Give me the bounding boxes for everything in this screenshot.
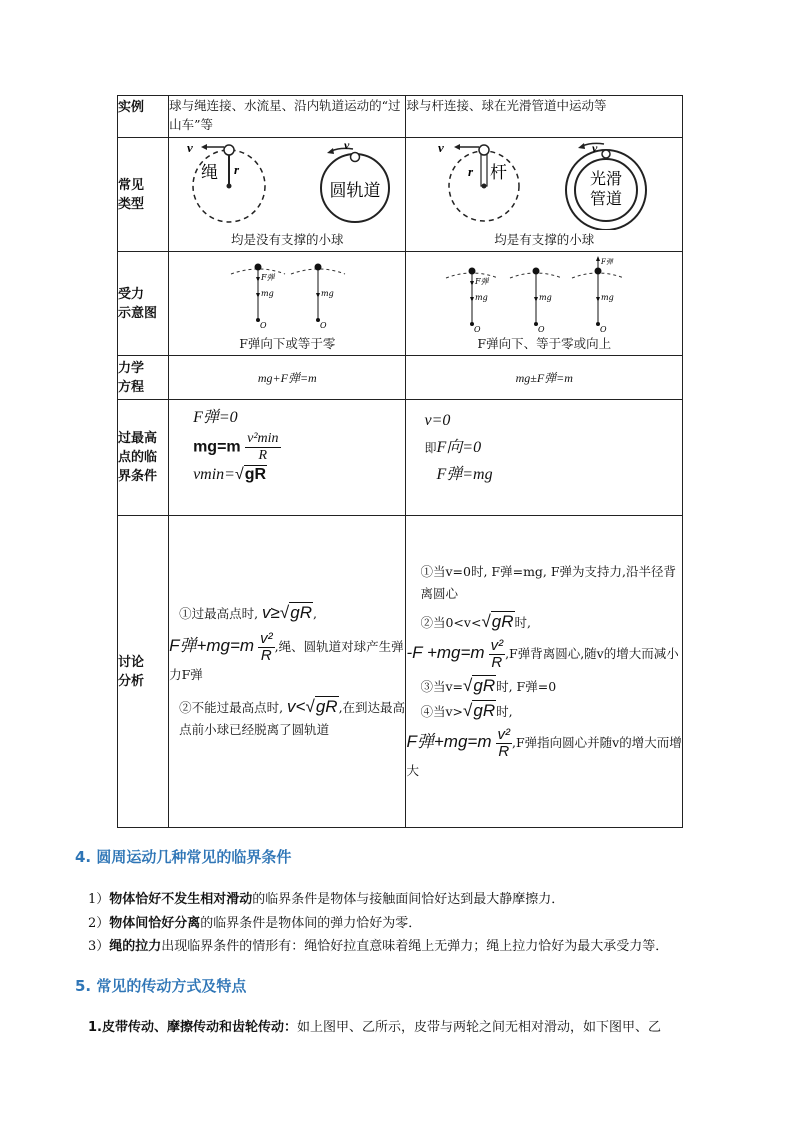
velocity-label: v [438,141,445,155]
rope-example: 球与绳连接、水流星、沿内轨道运动的“过山车”等 [169,96,406,138]
rod-types-caption: 均是有支撑的小球 [494,231,595,247]
track-label: 圆轨道 [329,180,381,201]
row-label: 实例 [118,96,169,138]
rod-discussion-d-post-text: ,F弹指向圆心并随v的增大而增大 [406,735,682,778]
row-equation [118,356,683,400]
rod-discussion-d-den: R [498,743,510,760]
row-types [118,138,683,252]
rod-discussion-a: ①当v=0时, F弹=mg, F弹为支持力,沿半径背离圆心 [420,564,677,601]
rod-discussion-b-root: gR [491,612,514,631]
center-label: O [320,320,327,330]
rod-force-caption: F弹向下、等于零或向上 [477,335,612,351]
rope-discussion-a-cond: v≥ [262,603,280,622]
tube-label-1: 光滑 [590,168,623,188]
section-4-item-2: 2）物体间恰好分离的临界条件是物体间的弹力恰好为零． [88,916,422,931]
radius-label: r [234,161,240,177]
section-5-heading: 5. 常见的传动方式及特点 [75,977,247,995]
spring-force-label: F弹 [475,276,490,286]
row-label: 过最高 点的临 界条件 [118,400,169,516]
rope-discussion-b-cond: v< [287,697,306,716]
rod-discussion-c-root: gR [473,676,496,695]
rope-critical-2-num: v²min [247,431,279,446]
rope-discussion-b-root: gR [315,697,338,716]
center-label: O [260,320,267,330]
rod-force-figure [406,256,681,334]
rod-critical [406,400,683,516]
circular-motion-table [117,95,683,828]
section-4-heading: 4. 圆周运动几种常见的临界条件 [75,848,292,866]
rope-force-caption: F弹向下或等于零 [239,335,336,351]
rod-discussion-d-num: v² [497,726,510,743]
center-label: O [474,324,482,334]
rod-discussion-b-num: v² [490,637,504,654]
rod-discussion-d-root: gR [473,701,496,720]
rod-types-cell [406,138,683,252]
radius-label: r [468,163,474,179]
rod-force-cell [406,252,683,356]
section-4-item-3: 3）绳的拉力出现临界条件的情形有：绳恰好拉直意味着绳上无弹力；绳上拉力恰好为最大承受力等． [88,939,669,954]
rope-equation: mg+F弹=m [169,356,406,400]
rod-discussion-d-eq: F弹+mg=m [406,732,492,751]
row-example [118,96,683,138]
gravity-label: mg [261,288,274,298]
rope-critical-3-lhs: vmin= [193,466,235,483]
rod-discussion-d-post: 时, [496,704,513,719]
velocity-label: v [592,141,598,155]
rope-discussion-a-num: v² [260,630,273,647]
gravity-label: mg [601,292,615,302]
rod-label: 杆 [490,162,508,183]
rope-discussion-a-den: R [260,647,272,664]
rod-discussion-b-pre: ②当0<v< [420,615,482,630]
rope-force-figure [169,256,405,334]
upward-force-label: F弹 [601,257,614,266]
row-label: 力学 方程 [118,356,169,400]
rope-discussion-a-post: ,绳、圆轨道对球产生弹力F弹 [169,639,404,682]
row-critical [118,400,683,516]
row-force [118,252,683,356]
velocity-label: v [344,141,350,152]
rope-discussion-b-post: ,在到达最高点前小球已经脱离了圆轨道 [179,700,406,737]
center-label: O [600,324,608,334]
rope-types-caption: 均是没有支撑的小球 [231,231,344,247]
rope-critical: F弹=0 mg=m $\frac{\text{v²min}}{R}$ vmin=√gR [169,400,406,516]
rod-critical-1: v=0 [424,412,451,429]
rod-discussion-b-eq: -F +mg=m [406,643,485,662]
rope-critical-3-root: gR [244,466,267,483]
rope-discussion-a-root: gR [290,603,312,622]
gravity-label: mg [475,292,489,302]
rope-types-figure [169,142,405,230]
rod-discussion-b-post-text: ,F弹背离圆心,随v的增大而减小 [505,646,679,661]
spring-force-label: F弹 [261,272,275,282]
section-4-item-1: 1）物体恰好不发生相对滑动的临界条件是物体与接触面间恰好达到最大静摩擦力． [88,892,565,907]
gravity-label: mg [321,288,334,298]
row-label: 常见 类型 [118,138,169,252]
rod-discussion: ①当v=0时, F弹=mg, F弹为支持力,沿半径背离圆心 ②当0<v<√gR时, -F +mg=m $\frac{\text{v²}}{R}$ ,F弹背离圆心,随v的增大而减小 ③当v=√gR时, F弹=0 ④当v>√gR时, F弹+mg=m $\frac{\text{v²}}{R}$ ,F弹指向圆心并随v的增大而增大 [406,516,683,828]
rod-critical-2: F向=0 [436,439,482,456]
row-discussion [118,516,683,828]
rope-discussion-b-pre: ②不能过最高点时, [179,700,284,715]
rod-equation: mg±F弹=m [406,356,683,400]
rod-discussion-c-post: 时, F弹=0 [496,679,557,694]
rope-discussion-a-pre: ①过最高点时, [179,606,259,621]
rope-critical-1: F弹=0 [193,409,238,426]
rod-critical-3: F弹=mg [436,466,493,483]
rod-example: 球与杆连接、球在光滑管道中运动等 [406,96,683,138]
row-label: 讨论 分析 [118,516,169,828]
rope-types-cell [169,138,406,252]
rope-critical-2-lhs: mg=m [193,438,241,456]
row-label: 受力 示意图 [118,252,169,356]
section-5-line: 1.皮带传动、摩擦传动和齿轮传动：如上图甲、乙所示，皮带与两轮之间无相对滑动，如下图甲、乙 [88,1020,661,1035]
tube-label-2: 管道 [590,188,623,208]
center-label: O [538,324,546,334]
rod-discussion-d-pre: ④当v> [420,704,464,719]
rope-discussion: ①过最高点时, v≥√gR, F弹+mg=m $\frac{\text{v²}}{R}$ ,绳、圆轨道对球产生弹力F弹 ②不能过最高点时, v<√gR,在到达最高点前小球已经脱离了圆轨道 [169,516,406,828]
gravity-label: mg [539,292,553,302]
rope-label: 绳 [201,162,219,183]
rope-force-cell [169,252,406,356]
rod-discussion-b-den: R [491,654,503,671]
rod-types-figure [406,142,681,230]
velocity-label: v [187,141,193,155]
rope-critical-2-den: R [258,448,268,463]
rod-discussion-c-pre: ③当v= [420,679,464,694]
rope-discussion-a-eq: F弹+mg=m [169,636,255,655]
rod-discussion-b-post: 时, [514,615,532,630]
rod-critical-2-pre: 即 [424,441,437,455]
